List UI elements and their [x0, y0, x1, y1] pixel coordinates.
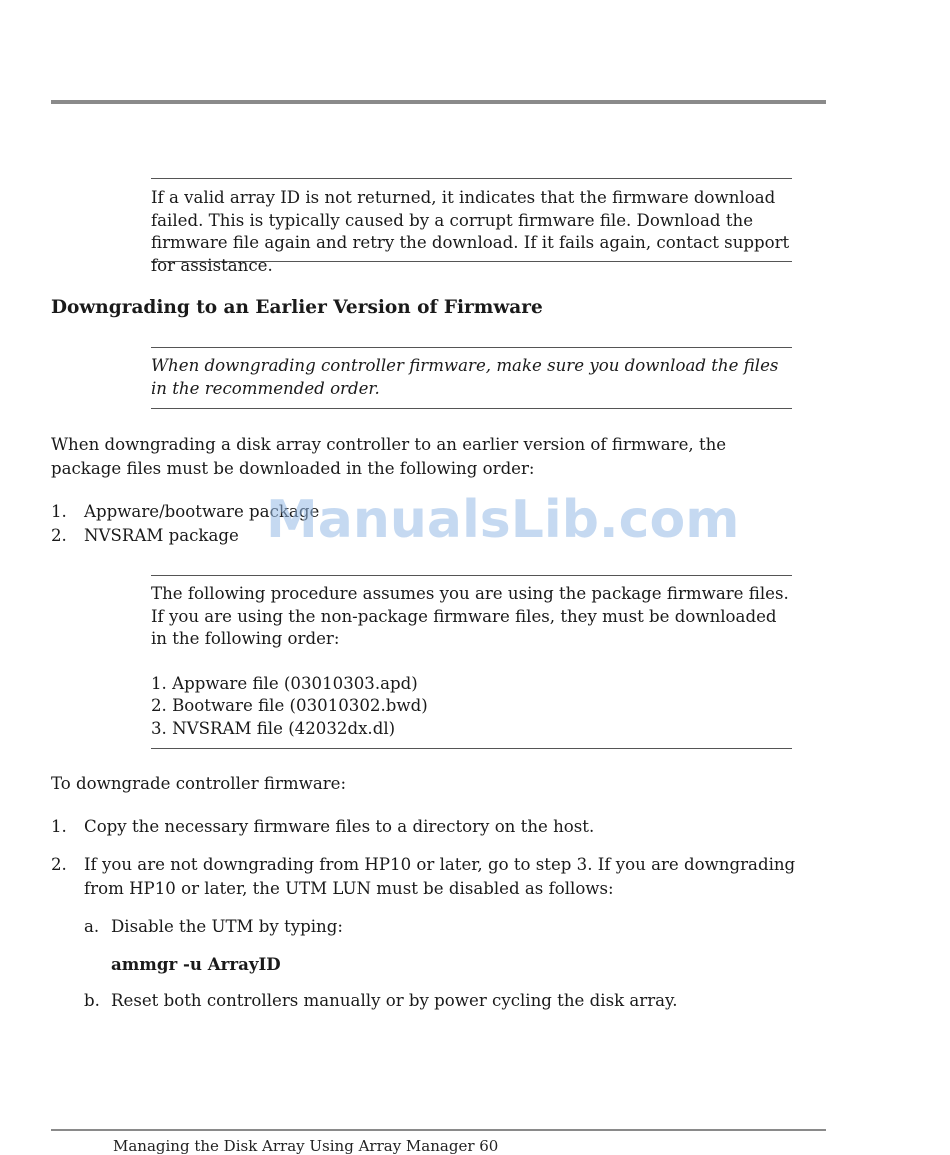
substep-text: Disable the UTM by typing: — [111, 917, 343, 936]
step-text: If you are not downgrading from HP10 or later, go to step 3. If you are downgrading from HP10 or later, the UTM LUN must be disabled as follows: — [84, 855, 796, 898]
list-item-text: Appware/bootware package — [84, 502, 320, 521]
list-item — [51, 500, 796, 524]
step-number: 1. — [51, 817, 67, 836]
procedure-substep — [84, 915, 796, 939]
file-order-item: 2. Bootware file (03010302.bwd) — [151, 696, 428, 715]
step-text: Copy the necessary firmware files to a directory on the host. — [84, 817, 595, 836]
section-heading: Downgrading to an Earlier Version of Firmware — [51, 297, 543, 318]
note-recommended-order-text: When downgrading controller firmware, make sure you download the files in the recommended order. — [151, 356, 779, 398]
note-download-failed-text: If a valid array ID is not returned, it indicates that the firmware download failed. This is typically caused by a corrupt firmware file. Download the firmware file again and retry the download. If it fails again, contact support for assistance. — [151, 188, 790, 275]
page-footer: Managing the Disk Array Using Array Manager 60 — [113, 1137, 499, 1155]
list-item-text: NVSRAM package — [84, 526, 239, 545]
step-number: 2. — [51, 855, 67, 874]
note-download-failed — [151, 178, 792, 275]
file-order-item: 1. Appware file (03010303.apd) — [151, 673, 418, 693]
command-text: ammgr -u ArrayID — [111, 954, 281, 974]
note-recommended-order — [151, 347, 792, 409]
intro-paragraph: When downgrading a disk array controller to an earlier version of firmware, the package files must be downloaded in the following order: — [51, 435, 727, 478]
watermark: ManualsLib.com — [266, 490, 740, 550]
note-nonpackage-text: The following procedure assumes you are using the package firmware files. If you are using the non-package firmware files, they must be downloaded in the following order: — [151, 584, 789, 648]
file-order-item: 3. NVSRAM file (42032dx.dl) — [151, 718, 396, 738]
substep-letter: b. — [84, 991, 100, 1010]
procedure-step — [51, 853, 796, 901]
list-item-number: 1. — [51, 502, 67, 521]
note-nonpackage-files — [151, 575, 792, 749]
list-item-number: 2. — [51, 526, 67, 545]
procedure-step — [51, 815, 796, 839]
header-rule — [51, 100, 826, 104]
substep-letter: a. — [84, 917, 100, 936]
footer-rule — [51, 1129, 826, 1131]
procedure-intro: To downgrade controller firmware: — [51, 774, 347, 793]
substep-text: Reset both controllers manually or by power cycling the disk array. — [111, 991, 678, 1010]
file-order-list — [151, 673, 792, 741]
procedure-substep — [84, 989, 796, 1013]
list-item — [51, 524, 796, 548]
